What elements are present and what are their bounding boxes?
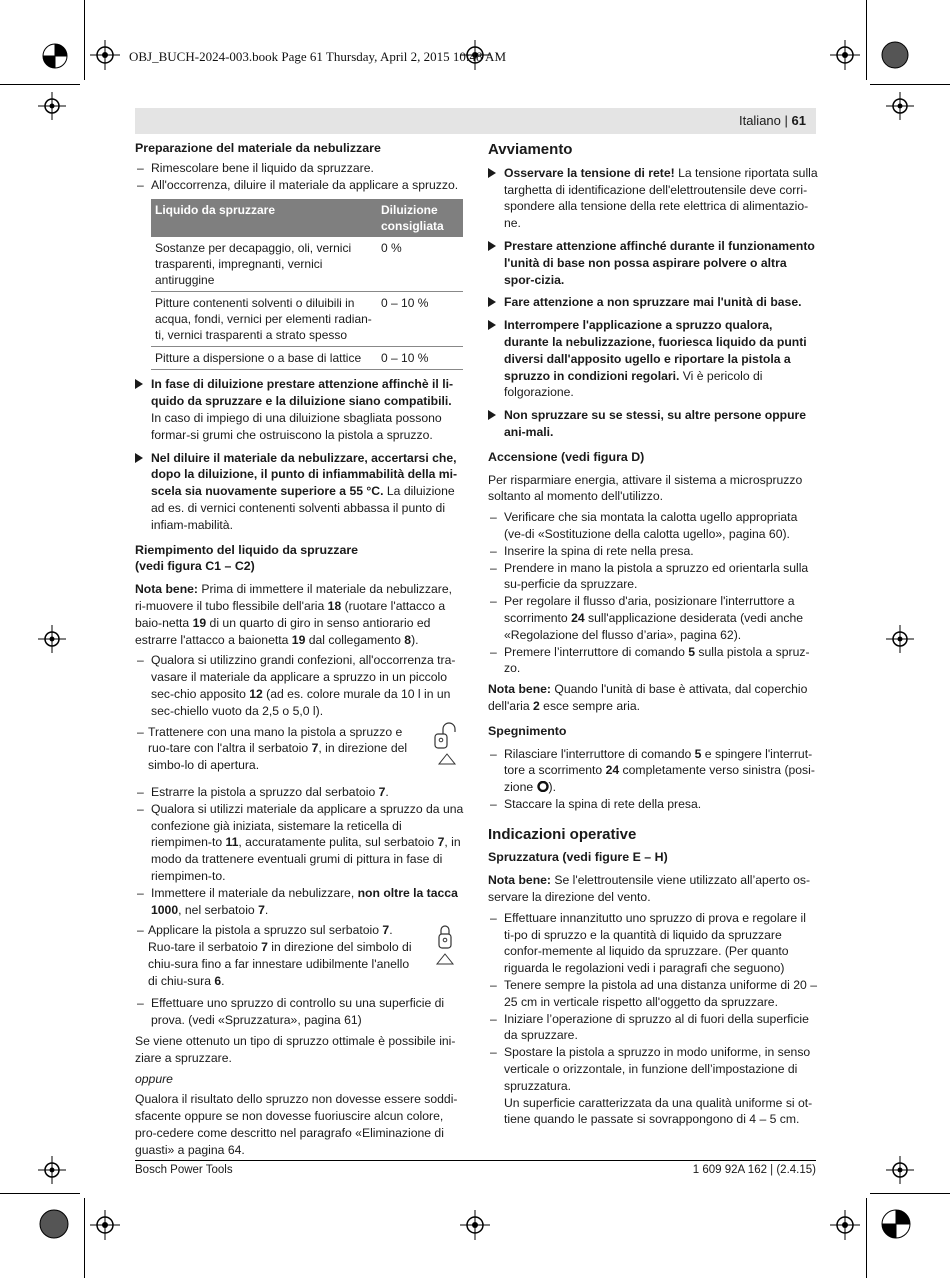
table-cell: 0 – 10 % (377, 347, 463, 370)
text: Se l'elettroutensile viene utilizzato all’aperto os-servare la direzione del vento. (488, 873, 811, 905)
text: Applicare la pistola a spruzzo sul serbatoio (148, 923, 383, 938)
list-item (135, 784, 465, 801)
warning-bold: Non spruzzare su se stessi, su altre persone oppure ani-mali. (504, 408, 807, 439)
warning-bold: Fare attenzione a non spruzzare mai l'unità di base. (504, 295, 802, 310)
crop-mark (84, 1198, 85, 1278)
warning-bold: Osservare la tensione di rete! (504, 165, 675, 180)
text: Prima di immettere il materiale da nebulizzare, ri-muovere il tubo flessibile dell'aria (135, 582, 452, 613)
text: sull'applicazione desiderata (vedi anche «Regolazione del flusso d’aria», pagina 62). (504, 610, 804, 642)
section-heading: Spegnimento (488, 723, 567, 738)
arrow-icon (135, 453, 143, 463)
text: in direzione del simbolo di chiu-sura fino a far innestare udibilmente l'anello di chiu-sura (148, 940, 412, 988)
table-header-row (151, 199, 463, 237)
warning-text: In caso di impiego di una diluizione sbagliata possono formar-si grumi che ostruiscono la pistola a spruzzo. (151, 410, 442, 442)
arrow-icon (488, 168, 496, 178)
list-item: – Verificare che sia montata la calotta ugello appropriata (ve-di «Sostituzione della calotta ugello», pagina 60). (488, 509, 818, 543)
registration-mark-icon (90, 1210, 120, 1240)
text: esce sempre aria. (539, 698, 641, 713)
note-paragraph (488, 872, 818, 906)
warning-item (488, 317, 818, 401)
ref-number: 7 (382, 923, 390, 938)
arrow-icon (488, 241, 496, 251)
registration-mark-icon (886, 625, 914, 653)
warning-item (135, 376, 465, 443)
paragraph: Per risparmiare energia, attivare il sistema a microspruzzo soltanto al momento dell'utilizzo. (488, 472, 803, 504)
note-label: Nota bene: (488, 873, 551, 888)
fill-list (135, 652, 465, 719)
registration-mark-icon (460, 1210, 490, 1240)
text: , nel serbatoio (178, 902, 259, 917)
table-cell: Pitture a dispersione o a base di lattice (151, 347, 377, 370)
footer-divider (135, 1160, 816, 1161)
table-cell: 0 – 10 % (377, 292, 463, 347)
page-header (135, 108, 816, 134)
spray-list (488, 910, 818, 1128)
table-cell: 0 % (377, 237, 463, 292)
header-label (739, 113, 806, 128)
left-column (135, 140, 465, 1165)
text: . (221, 973, 225, 988)
text: Qualora si utilizzi materiale da applicare a spruzzo da una confezione già iniziata, sistemare la reticella di riempimen-to (151, 801, 464, 850)
list-item: – Rimescolare bene il liquido da spruzzare. (135, 160, 465, 177)
table-cell: Sostanze per decapaggio, oli, vernici trasparenti, impregnanti, vernici antiruggine (151, 237, 377, 292)
list-item: – All'occorrenza, diluire il materiale da applicare a spruzzo. (135, 177, 465, 194)
registration-mark-icon (38, 625, 66, 653)
fill-list (135, 724, 421, 774)
section-heading: Indicazioni operative (488, 825, 637, 843)
text: di un quarto di giro in senso antiorario ed estrarre l'attacco a baionetta (135, 615, 431, 647)
warning-text: La diluizione ad es. di vernici contenenti solventi abbassa il punto di infiam-mabilità. (151, 484, 455, 532)
text: (ad es. colore murale da 10 l in un sec-chiello vuoto da 2,5 o 5,0 l). (151, 686, 451, 718)
text: , in direzione del simbo-lo di apertura. (148, 741, 408, 773)
unlock-symbol-icon (429, 722, 465, 766)
heading-line: Riempimento del liquido da spruzzare (135, 542, 359, 557)
table-row (151, 292, 463, 347)
ref-number: 7 (437, 835, 445, 850)
list-item (135, 922, 421, 989)
crop-mark (866, 1198, 867, 1278)
registration-mark-icon (880, 40, 910, 70)
text: completamente verso sinistra (posi-zione (504, 763, 815, 795)
ref-number: 7 (258, 902, 265, 917)
registration-mark-icon (38, 1208, 70, 1240)
emphasis: non oltre la tacca 1000 (151, 885, 458, 917)
text: . (264, 902, 269, 917)
footer-brand: Bosch Power Tools (135, 1164, 233, 1176)
ref-number: 5 (694, 746, 702, 761)
text: . Ruo-tare il serbatoio (148, 923, 393, 955)
registration-mark-icon (38, 92, 66, 120)
warning-bold: Nel diluire il materiale da nebulizzare, accertarsi che, dopo la diluizione, il punto di infiammabilità della mi-scela sia nuovamente superiore a 55 °C. (151, 450, 458, 499)
list-item (488, 644, 818, 678)
ref-number: 7 (261, 940, 268, 955)
text: sulla pistola a spruz-zo. (504, 644, 810, 676)
list-item: – Tenere sempre la pistola ad una distanza uniforme di 20 – 25 cm in verticale rispetto all'oggetto da spruzzare. (488, 977, 818, 1011)
list-item (488, 746, 818, 796)
text: e spingere l'interrut-tore a scorrimento (504, 746, 813, 778)
crop-mark (84, 0, 85, 80)
note-paragraph (488, 681, 818, 715)
text: Quando l'unità di base è attivata, dal coperchio dell'aria (488, 682, 808, 713)
ref-number: 24 (605, 763, 620, 778)
text: Immettere il materiale da nebulizzare, (151, 885, 358, 900)
note-label: Nota bene: (135, 582, 198, 597)
table-cell: Pitture contenenti solventi o diluibili in acqua, fondi, vernici per elementi radian-ti, vernici trasparenti a strato spesso (151, 292, 377, 347)
text: ). (411, 632, 419, 647)
list-item (488, 1044, 818, 1128)
warning-item (488, 238, 818, 288)
text: Spostare la pistola a spruzzo in modo uniforme, in senso verticale o orizzontale, in funzione dell’impostazione di spruzzatura. (504, 1045, 811, 1093)
list-item: – Effettuare innanzitutto uno spruzzo di prova e regolare il ti-po di spruzzo e la quantità di liquido da spruzzare confor-memente al liquido da spruzzare. (Per quanto riguarda le regolazioni vedi i paragrafi che seguono) (488, 910, 818, 977)
table-row (151, 237, 463, 292)
list-item: – Iniziare l’operazione di spruzzo al di fuori della superficie da spruzzare. (488, 1011, 818, 1045)
section-heading: Accensione (vedi figura D) (488, 449, 645, 464)
ref-number: 8 (404, 632, 412, 647)
crop-mark (0, 84, 80, 85)
text: Trattenere con una mano la pistola a spruzzo e ruo-tare con l'altra il serbatoio (148, 724, 403, 756)
ref-number: 19 (192, 615, 207, 630)
warning-bold: In fase di diluizione prestare attenzione affinchè il li-quido da spruzzare e la diluizione siano compatibili. (151, 377, 454, 409)
fill-list (135, 784, 465, 918)
paragraph: Se viene ottenuto un tipo di spruzzo ottimale è possibile ini-ziare a spruzzare. (135, 1034, 456, 1065)
registration-mark-icon (886, 92, 914, 120)
list-item: – Inserire la spina di rete nella presa. (488, 543, 818, 560)
on-list (488, 509, 818, 677)
warning-item (488, 407, 818, 441)
ref-number: 12 (249, 686, 263, 701)
ref-number: 11 (225, 835, 239, 850)
fill-list (135, 995, 465, 1029)
list-item: – Staccare la spina di rete della presa. (488, 796, 818, 813)
note-label: Nota bene: (488, 682, 551, 697)
text: dal collegamento (305, 632, 405, 647)
ref-number: 5 (688, 644, 696, 659)
warning-text: Vi è pericolo di folgorazione. (504, 368, 763, 400)
list-item: – Effettuare uno spruzzo di controllo su una superficie di prova. (vedi «Spruzzatura», pagina 61) (135, 995, 465, 1029)
ref-number: 19 (291, 632, 306, 647)
oppure-text: oppure (135, 1071, 173, 1086)
warning-bold: Prestare attenzione affinché durante il funzionamento l'unità di base non possa aspirare polvere o altra spor-cizia. (504, 238, 815, 287)
text: Un superficie caratterizzata da una qualità uniforme si ot-tiene quando le passate si sovrappongono di 4 – 5 cm. (504, 1095, 813, 1127)
arrow-icon (488, 297, 496, 307)
warning-text: La tensione riportata sulla targhetta di identificazione dell'elettroutensile deve corri-spondere alla tensione della rete elettrica di alimentazio-ne. (504, 165, 818, 231)
text: Per regolare il flusso d'aria, posizionare l'interruttore a scorrimento (504, 594, 795, 625)
list-item: – Prendere in mano la pistola a spruzzo ed orientarla sulla su-perficie da spruzzare. (488, 560, 818, 594)
text: Premere l’interruttore di comando (504, 644, 689, 659)
ref-number: 2 (533, 698, 540, 713)
heading-line: (vedi figura C1 – C2) (135, 559, 255, 574)
ref-number: 7 (378, 784, 386, 799)
section-heading: Avviamento (488, 141, 573, 158)
off-list (488, 746, 818, 813)
table-header: Liquido da spruzzare (151, 199, 377, 237)
crop-mark (870, 1193, 950, 1194)
list-item-with-icon (135, 724, 465, 774)
ref-number: 24 (571, 610, 585, 625)
table-header: Diluizione consigliata (377, 199, 463, 237)
list-item-with-icon (135, 922, 465, 989)
registration-mark-icon (886, 1156, 914, 1184)
ref-number: 7 (311, 741, 319, 756)
registration-mark-icon (830, 1210, 860, 1240)
list-item (135, 652, 465, 719)
text: ). (548, 780, 556, 795)
text: Estrarre la pistola a spruzzo dal serbatoio (151, 784, 379, 799)
warning-item (135, 450, 465, 534)
text: (ruotare l'attacco a baio-netta (135, 598, 446, 630)
print-slug: OBJ_BUCH-2024-003.book Page 61 Thursday, April 2, 2015 10:48 AM (129, 49, 506, 64)
list-item (135, 724, 421, 774)
text: , accuratamente pulita, sul serbatoio (238, 835, 438, 850)
registration-mark-icon (40, 41, 70, 71)
crop-mark (866, 0, 867, 80)
warning-item (488, 165, 818, 232)
text: , in modo da trattenere eventuali grumi di pittura in fase di riempimen-to. (151, 835, 461, 883)
warning-bold: Interrompere l'applicazione a spruzzo qualora, durante la nebulizzazione, fuoriesca liquido da punti diversi dall'apposito ugello e riportare la pistola a spruzzo in condizioni regolari. (504, 318, 807, 383)
footer-doc-id: 1 609 92A 162 | (2.4.15) (692, 1164, 816, 1176)
header-language: Italiano (738, 113, 781, 128)
arrow-icon (488, 410, 496, 420)
crop-mark (870, 84, 950, 85)
dilution-table (151, 199, 463, 370)
table-row (151, 347, 463, 370)
text: Qualora si utilizzino grandi confezioni, all'occorrenza tra-vasare il materiale da applicare a spruzzo in un piccolo sec-chio apposito (151, 653, 456, 701)
prep-list (135, 160, 465, 194)
registration-mark-icon (830, 40, 860, 70)
paragraph (135, 1071, 465, 1088)
text: . (385, 784, 389, 799)
arrow-icon (488, 320, 496, 330)
arrow-icon (135, 379, 143, 389)
section-heading: Spruzzatura (vedi figure E – H) (488, 850, 668, 865)
warning-item (488, 294, 818, 311)
off-position-icon (537, 781, 549, 792)
registration-mark-icon (38, 1156, 66, 1184)
registration-mark-icon (880, 1208, 912, 1240)
paragraph: Qualora il risultato dello spruzzo non dovesse essere soddi-sfacente oppure se non dovesse fuoriuscire alcun colore, pro-cedere come descritto nel paragrafo «Eliminazione di guasti» a pagina 64. (135, 1092, 458, 1157)
list-item (135, 885, 465, 919)
text: Rilasciare l'interruttore di comando (504, 746, 695, 761)
fill-list (135, 922, 421, 989)
note-paragraph (135, 581, 465, 648)
list-item (135, 801, 465, 885)
section-heading: Preparazione del materiale da nebulizzare (135, 141, 381, 155)
ref-number: 6 (214, 973, 222, 988)
page-number: 61 (791, 113, 806, 128)
ref-number: 18 (327, 598, 342, 613)
right-column (488, 140, 818, 1132)
section-heading (135, 542, 465, 576)
registration-mark-icon (90, 40, 120, 70)
crop-mark (0, 1193, 80, 1194)
header-separator: | (784, 113, 788, 128)
list-item (488, 593, 818, 643)
lock-symbol-icon (429, 922, 465, 966)
